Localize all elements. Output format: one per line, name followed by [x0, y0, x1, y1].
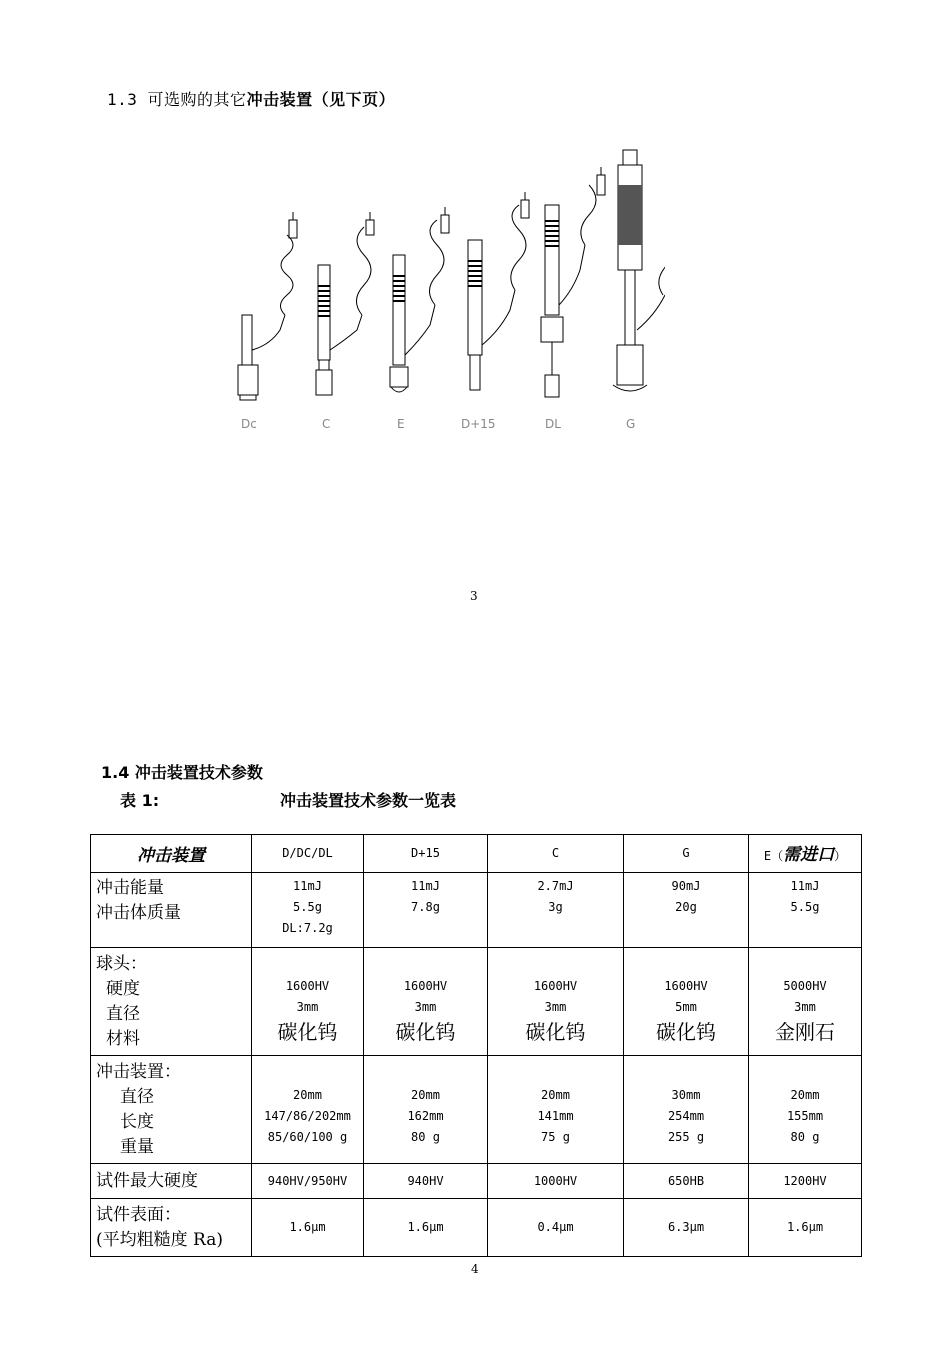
row-device-dimensions	[91, 1056, 862, 1164]
value: 碳化钨	[277, 1019, 338, 1044]
cell-device-d15	[364, 1056, 488, 1164]
table-header-row	[91, 835, 862, 873]
value: 30mm	[671, 1088, 701, 1102]
row-max-hardness	[91, 1164, 862, 1199]
label-weight: 重量	[120, 1136, 154, 1157]
device-e-illustration	[390, 207, 449, 392]
impact-devices-figure	[225, 145, 665, 445]
value: 3mm	[794, 999, 816, 1014]
header-device: 冲击装置	[91, 835, 252, 873]
label-diameter: 直径	[120, 1086, 154, 1107]
cell-energy-d15	[364, 873, 488, 948]
cell-maxhard-d15: 940HV	[364, 1164, 488, 1199]
value: 141mm	[537, 1109, 574, 1123]
impact-device-spec-table	[90, 834, 862, 1257]
value: 1600HV	[664, 978, 708, 993]
value: 3mm	[296, 999, 319, 1014]
cell-maxhard-c: 1000HV	[488, 1164, 624, 1199]
value: 255 g	[667, 1130, 705, 1144]
cell-energy-c	[488, 873, 624, 948]
value: 5.5g	[293, 900, 322, 914]
label-device: 冲击装置：	[96, 1061, 181, 1082]
value: 1600HV	[533, 978, 578, 993]
value: 3mm	[544, 999, 567, 1014]
device-dl-illustration	[541, 167, 605, 397]
value: 1600HV	[403, 978, 448, 993]
value: 162mm	[407, 1109, 444, 1123]
device-dc-illustration	[238, 212, 297, 400]
label-impact-energy	[91, 873, 252, 948]
header-col-d: D/DC/DL	[252, 835, 364, 873]
value: 碳化钨	[395, 1019, 456, 1044]
label-device-dimensions	[91, 1056, 252, 1164]
value: 5mm	[675, 999, 697, 1014]
value: 2.7mJ	[537, 879, 574, 893]
section-number: 1.3	[107, 90, 138, 109]
label-mass: 冲击体质量	[96, 903, 181, 923]
cell-device-d	[252, 1056, 364, 1164]
cell-maxhard-g: 650HB	[624, 1164, 749, 1199]
cell-ball-c	[488, 948, 624, 1056]
value: 75 g	[541, 1130, 570, 1144]
label-surface-1: 试件表面：	[96, 1204, 181, 1225]
label-surface-2: (平均粗糙度 Ra)	[96, 1229, 223, 1250]
header-e-emph: 需进口	[783, 845, 835, 865]
label-diameter: 直径	[106, 1003, 140, 1024]
table-label: 表 1:	[120, 791, 160, 810]
label-material: 材料	[106, 1028, 140, 1049]
value: 20mm	[411, 1088, 440, 1102]
cell-ball-e	[749, 948, 862, 1056]
cell-device-g	[624, 1056, 749, 1164]
label-ball-tip	[91, 948, 252, 1056]
section-title-plain: 可选购的其它	[147, 90, 247, 109]
cell-ball-d	[252, 948, 364, 1056]
cell-energy-e	[749, 873, 862, 948]
header-e-prefix: E（	[763, 849, 784, 863]
value: 254mm	[667, 1109, 705, 1123]
cell-surface-c: 0.4μm	[488, 1199, 624, 1257]
value: 80 g	[790, 1130, 820, 1144]
value: 3g	[548, 900, 563, 914]
value: 5.5g	[790, 900, 820, 914]
value: 20g	[675, 900, 697, 914]
cell-device-e	[749, 1056, 862, 1164]
label-energy: 冲击能量	[96, 878, 164, 898]
value: 11mJ	[790, 879, 820, 893]
value: 3mm	[414, 999, 437, 1014]
value: 20mm	[541, 1088, 570, 1102]
table-title: 冲击装置技术参数一览表	[280, 791, 457, 810]
row-impact-energy	[91, 873, 862, 948]
row-ball-tip	[91, 948, 862, 1056]
cell-ball-d15	[364, 948, 488, 1056]
header-col-d15: D+15	[364, 835, 488, 873]
value: 85/60/100 g	[267, 1130, 348, 1144]
label-surface	[91, 1199, 252, 1257]
header-e-suffix: ）	[834, 849, 847, 863]
cell-device-c	[488, 1056, 624, 1164]
device-c-illustration	[316, 212, 374, 395]
cell-energy-g	[624, 873, 749, 948]
header-col-g: G	[624, 835, 749, 873]
value: 碳化钨	[525, 1019, 586, 1044]
label-c: C	[322, 417, 331, 431]
cell-surface-d: 1.6μm	[252, 1199, 364, 1257]
cell-surface-e: 1.6μm	[749, 1199, 862, 1257]
label-length: 长度	[120, 1111, 154, 1132]
value: 7.8g	[411, 900, 440, 914]
label-dc: Dc	[241, 417, 257, 431]
page-number-upper: 3	[470, 589, 478, 603]
value: 碳化钨	[656, 1019, 716, 1044]
value: 90mJ	[671, 879, 701, 893]
value: 20mm	[293, 1088, 322, 1102]
cell-maxhard-e: 1200HV	[749, 1164, 862, 1199]
section-1-4-heading: 1.4 冲击装置技术参数	[101, 763, 263, 782]
value: 80 g	[411, 1130, 440, 1144]
label-g: G	[626, 417, 636, 431]
cell-surface-d15: 1.6μm	[364, 1199, 488, 1257]
section-title-bold: 冲击装置（见下页）	[246, 90, 396, 109]
section-1-3-heading	[107, 87, 395, 110]
label-ball: 球头：	[96, 953, 147, 974]
cell-surface-g: 6.3μm	[624, 1199, 749, 1257]
value: 金刚石	[775, 1019, 835, 1044]
header-col-c: C	[488, 835, 624, 873]
value: 11mJ	[293, 879, 322, 893]
header-col-e	[749, 835, 862, 873]
label-e: E	[397, 417, 405, 431]
value: 1600HV	[285, 978, 330, 993]
value: 20mm	[790, 1088, 820, 1102]
label-d15: D+15	[461, 417, 496, 431]
value: 11mJ	[411, 879, 440, 893]
value: 5000HV	[783, 978, 827, 993]
label-hardness: 硬度	[106, 978, 140, 999]
value: 147/86/202mm	[264, 1109, 351, 1123]
cell-energy-d	[252, 873, 364, 948]
device-d15-illustration	[468, 192, 529, 390]
row-surface-roughness	[91, 1199, 862, 1257]
label-dl: DL	[545, 417, 561, 431]
page-number-lower: 4	[471, 1262, 479, 1276]
label-max-hardness: 试件最大硬度	[91, 1164, 252, 1199]
cell-ball-g	[624, 948, 749, 1056]
value: DL:7.2g	[282, 921, 333, 935]
value: 155mm	[786, 1109, 824, 1123]
cell-maxhard-d: 940HV/950HV	[252, 1164, 364, 1199]
